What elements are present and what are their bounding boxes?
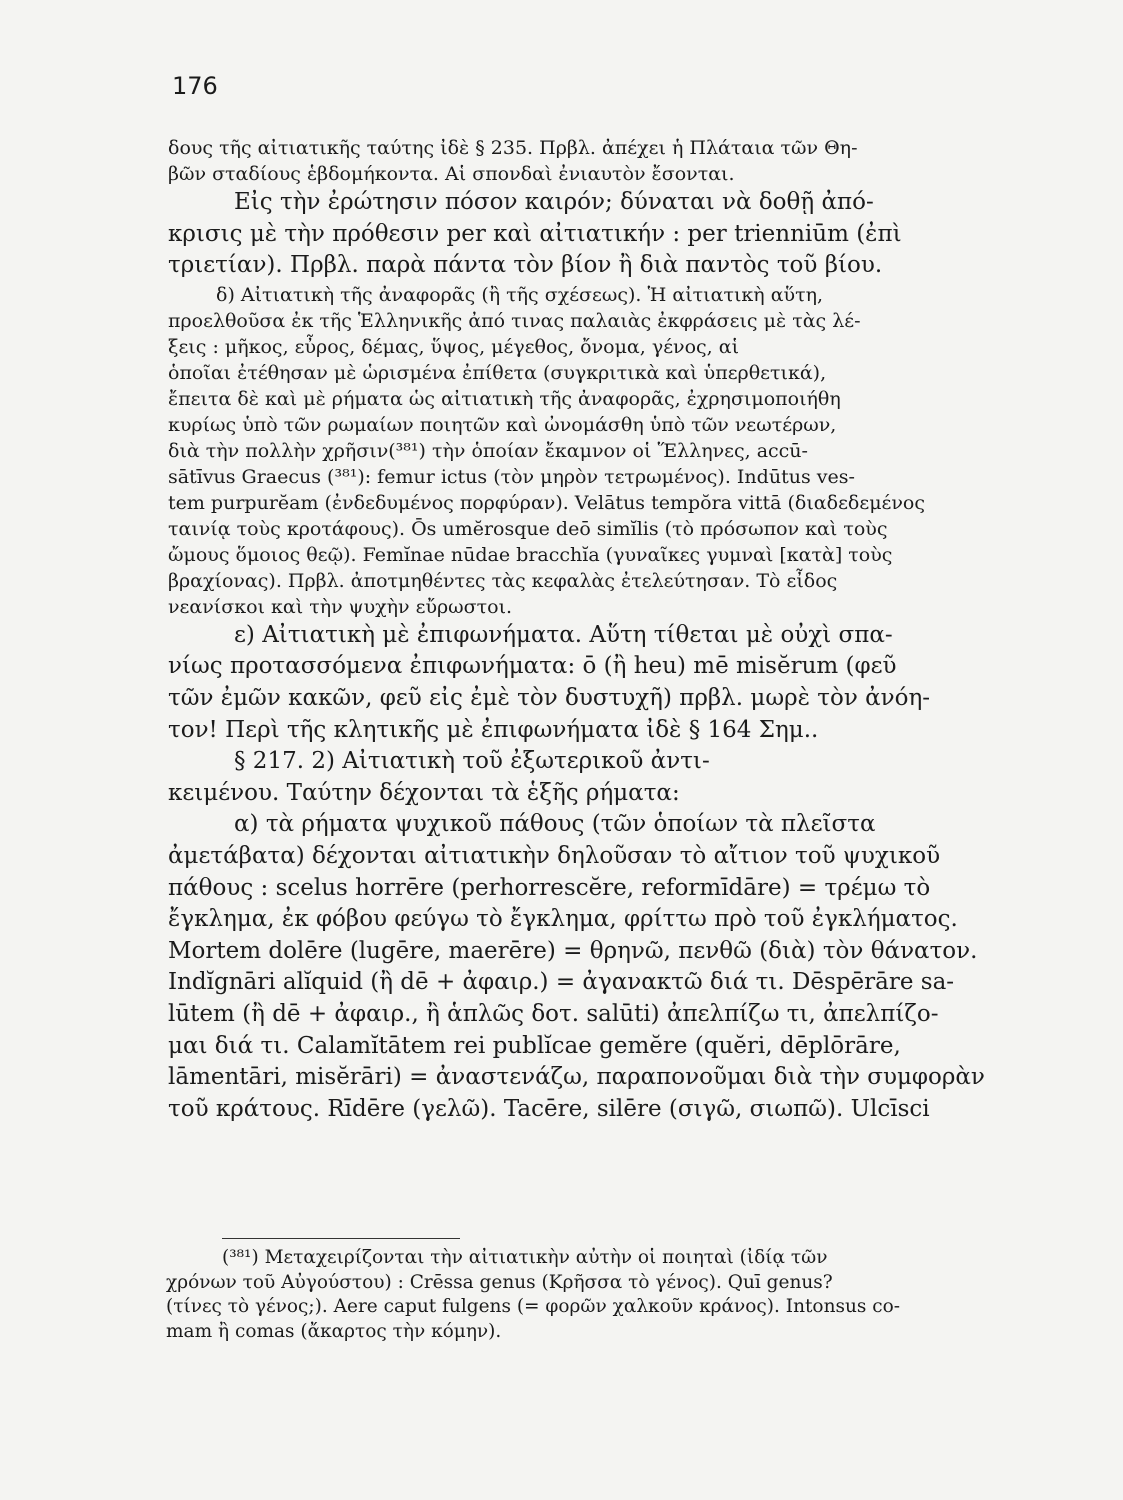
text-line: μαι διά τι. Calamĭtātem rei publĭcae gemĕre (quĕri, dēplōrāre, [168, 1032, 901, 1059]
text-line: νίως προτασσόμενα ἐπιφωνήματα: ō (ἢ heu) mē misĕrum (φεῦ [168, 653, 897, 680]
text-line: Indĭgnāri alĭquid (ἢ dē + ἀφαιρ.) = ἀγανακτῶ διά τι. Dēspērāre sa- [168, 969, 955, 996]
text-line: κρισις μὲ τὴν πρόθεσιν per καὶ αἰτιατικήν : per trienniūm (ἐπὶ [168, 220, 902, 247]
text-line: Εἰς τὴν ἐρώτησιν πόσον καιρόν; δύναται νὰ δοθῇ ἀπό- [234, 189, 874, 215]
section-heading: § 217. 2) Αἰτιατικὴ τοῦ ἐξωτερικοῦ ἀντι- [234, 748, 710, 775]
text-line: προελθοῦσα ἐκ τῆς Ἑλληνικῆς ἀπό τινας παλαιὰς ἐκφράσεις μὲ τὰς λέ- [168, 309, 861, 332]
text-line: τῶν ἐμῶν κακῶν, φεῦ εἰς ἐμὲ τὸν δυστυχῆ) πρβλ. μωρὲ τὸν ἀνόη- [168, 684, 931, 711]
footnote [166, 1246, 1048, 1344]
text-line: ἔγκλημα, ἐκ φόβου φεύγω τὸ ἔγκλημα, φρίττω πρὸ τοῦ ἐγκλήματος. [168, 906, 958, 933]
text-line: τριετίαν). Πρβλ. παρὰ πάντα τὸν βίον ἢ διὰ παντὸς τοῦ βίου. [168, 252, 883, 279]
text-line: ἀμετάβατα) δέχονται αἰτιατικὴν δηλοῦσαν τὸ αἴτιον τοῦ ψυχικοῦ [168, 842, 941, 869]
footnote-line: χρόνων τοῦ Αὐγούστου) : Crēssa genus (Κρῆσσα τὸ γένος). Quī genus? [166, 1271, 833, 1293]
text-line: τοῦ κράτους. Rīdēre (γελῶ). Tacēre, silēre (σιγῶ, σιωπῶ). Ulcīsci [168, 1095, 930, 1122]
text-line: νεανίσκοι καὶ τὴν ψυχὴν εὔρωστοι. [168, 595, 513, 618]
text-line: Mortem dolēre (lugēre, maerēre) = θρηνῶ, πενθῶ (διὰ) τὸν θάνατον. [168, 937, 978, 964]
text-line: ὤμους ὅμοιος θεῷ). Femĭnae nūdae bracchĭa (γυναῖκες γυμναὶ [κατὰ] τοὺς [168, 543, 893, 566]
text-line: α) τὰ ρήματα ψυχικοῦ πάθους (τῶν ὁποίων τὰ πλεῖστα [234, 811, 876, 838]
text-line: ἔπειτα δὲ καὶ μὲ ρήματα ὡς αἰτιατικὴ τῆς ἀναφορᾶς, ἐχρησιμοποιήθη [168, 387, 841, 410]
text-line: tem purpurĕam (ἐνδεδυμένος πορφύραν). Velātus tempŏra vittā (διαδεδεμένος [168, 491, 926, 514]
text-line: βῶν σταδίους ἑβδομήκοντα. Αἱ σπονδαὶ ἐνιαυτὸν ἔσονται. [168, 163, 735, 185]
text-line: διὰ τὴν πολλὴν χρῆσιν(³⁸¹) τὴν ὁποίαν ἔκαμνον οἱ Ἕλληνες, accū- [168, 439, 808, 462]
text-line: sātīvus Graecus (³⁸¹): femur ictus (τὸν μηρὸν τετρωμένος). Indūtus ves- [168, 465, 855, 488]
text-line: ὁποῖαι ἐτέθησαν μὲ ὡρισμένα ἐπίθετα (συγκριτικὰ καὶ ὑπερθετικά), [168, 361, 827, 384]
text-line: ε) Αἰτιατικὴ μὲ ἐπιφωνήματα. Αὕτη τίθεται μὲ οὐχὶ σπα- [234, 621, 893, 648]
text-line: ξεις : μῆκος, εὖρος, δέμας, ὕψος, μέγεθος, ὄνομα, γένος, αἱ [168, 335, 740, 358]
text-line: πάθους : scelus horrēre (perhorrescĕre, reformīdāre) = τρέμω τὸ [168, 874, 931, 901]
text-line: lūtem (ἢ dē + ἀφαιρ., ἢ ἁπλῶς δοτ. salūti) ἀπελπίζω τι, ἀπελπίζο- [168, 1000, 939, 1027]
text-line: δ) Αἰτιατικὴ τῆς ἀναφορᾶς (ἢ τῆς σχέσεως). Ἡ αἰτιατικὴ αὕτη, [216, 283, 824, 306]
footnote-line: mam ἢ comas (ἄκαρτος τὴν κόμην). [166, 1320, 502, 1342]
text-line: κειμένου. Ταύτην δέχονται τὰ ἑξῆς ρήματα: [168, 779, 680, 806]
footnote-line: (³⁸¹) Μεταχειρίζονται τὴν αἰτιατικὴν αὐτὴν οἱ ποιηταὶ (ἰδίᾳ τῶν [222, 1247, 828, 1268]
text-line: κυρίως ὑπὸ τῶν ρωμαίων ποιητῶν καὶ ὠνομάσθη ὑπὸ τῶν νεωτέρων, [168, 413, 837, 436]
text-line: lāmentāri, misĕrāri) = ἀναστενάζω, παραπονοῦμαι διὰ τὴν συμφορὰν [168, 1064, 985, 1091]
footnote-separator [222, 1238, 460, 1239]
text-line: δους τῆς αἰτιατικῆς ταύτης ἰδὲ § 235. Πρβλ. ἀπέχει ἡ Πλάταια τῶν Θη- [168, 137, 858, 159]
page-number: 176 [172, 72, 218, 100]
text-line: ταινίᾳ τοὺς κροτάφους). Ōs umĕrosque deō simĭlis (τὸ πρόσωπον καὶ τοὺς [168, 517, 888, 540]
body-text [168, 135, 1048, 1125]
text-line: βραχίονας). Πρβλ. ἀποτμηθέντες τὰς κεφαλὰς ἐτελεύτησαν. Τὸ εἶδος [168, 569, 838, 592]
footnote-line: (τίνες τὸ γένος;). Aere caput fulgens (= φορῶν χαλκοῦν κράνος). Intonsus co- [166, 1296, 901, 1317]
text-line: τον! Περὶ τῆς κλητικῆς μὲ ἐπιφωνήματα ἰδὲ § 164 Σημ.. [168, 716, 819, 743]
